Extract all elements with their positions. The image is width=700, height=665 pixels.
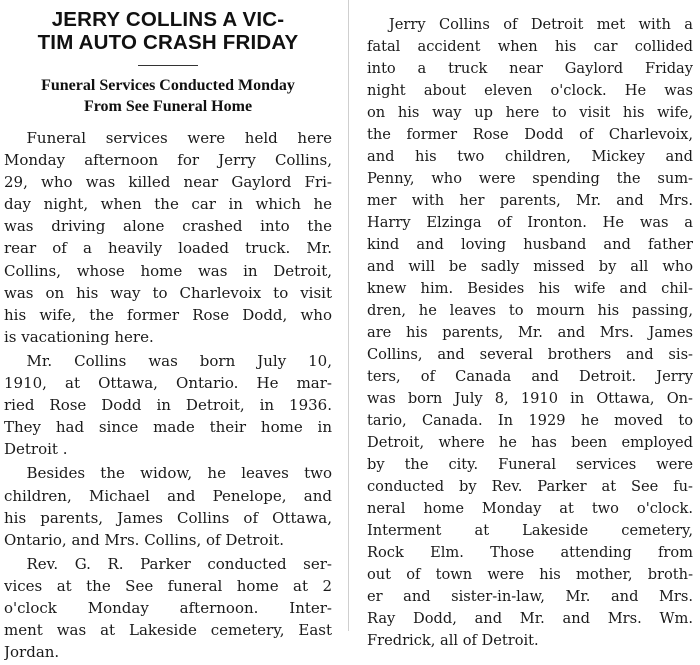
text-line: ment was at Lakeside cemetery, East [4, 621, 332, 640]
text-line: dren, he leaves to mourn his passing, [367, 302, 693, 319]
column-divider [348, 0, 349, 631]
left-column [4, 0, 332, 665]
text-line: 1910, at Ottawa, Ontario. He mar- [4, 374, 332, 393]
text-line: o'clock Monday afternoon. Inter- [4, 598, 332, 617]
headline-line: JERRY COLLINS A VIC- [51, 8, 285, 31]
text-line: are his parents, Mr. and Mrs. James [367, 324, 693, 341]
text-line: Jordan. [4, 643, 60, 662]
text-line: Besides the widow, he leaves two [4, 464, 332, 483]
sidebar-paragraph [367, 14, 693, 652]
text-line: his parents, James Collins of Ottawa, [4, 508, 332, 527]
text-line: into a truck near Gaylord Friday [367, 60, 693, 77]
text-line: Funeral services were held here [4, 129, 332, 147]
text-line: Monday afternoon for Jerry Collins, [4, 151, 332, 170]
text-line: Ontario, and Mrs. Collins, of Detroit. [4, 530, 285, 549]
text-line: Ray Dodd, and Mr. and Mrs. Wm. [367, 610, 693, 627]
text-line: er and sister-in-law, Mr. and Mrs. [367, 588, 693, 605]
text-line: Rev. G. R. Parker conducted ser- [4, 554, 332, 573]
text-line: day night, when the car in which he [4, 195, 332, 214]
text-line: the former Rose Dodd of Charlevoix, [367, 126, 693, 143]
text-line: was on his way to Charlevoix to visit [4, 283, 332, 302]
article-paragraph [4, 350, 332, 460]
text-line: mer with her parents, Mr. and Mrs. [367, 192, 693, 209]
text-line: Fredrick, all of Detroit. [367, 632, 539, 649]
article-paragraph [4, 553, 332, 663]
text-line: Collins, and several brothers and sis- [367, 346, 693, 363]
text-line: Harry Elzinga of Ironton. He was a [367, 214, 693, 231]
text-line: children, Michael and Penelope, and [4, 486, 332, 505]
text-line: Rock Elm. Those attending from [367, 544, 693, 561]
text-line: vices at the See funeral home at 2 [4, 576, 332, 595]
text-line: Jerry Collins of Detroit met with a [367, 16, 693, 33]
text-line: They had since made their home in [4, 418, 332, 437]
text-line: Detroit . [4, 440, 68, 459]
text-line: by the city. Funeral services were [367, 456, 693, 473]
text-line: ried Rose Dodd in Detroit, in 1936. [4, 396, 332, 415]
text-line: neral home Monday at two o'clock. [367, 500, 693, 517]
subheadline-line: Funeral Services Conducted Monday [41, 77, 295, 94]
text-line: out of town were his mother, broth- [367, 566, 693, 583]
text-line: Detroit, where he has been employed [367, 434, 693, 451]
text-line: on his way up here to visit his wife, [367, 104, 693, 121]
right-article-body [367, 14, 693, 652]
subheadline [4, 75, 332, 117]
text-line: Collins, whose home was in Detroit, [4, 261, 332, 280]
headline-rule [138, 65, 198, 66]
text-line: tario, Canada. In 1929 he moved to [367, 412, 693, 429]
text-line: Interment at Lakeside cemetery, [367, 522, 693, 539]
text-line: rear of a heavily loaded truck. Mr. [4, 239, 332, 258]
subheadline-line: From See Funeral Home [83, 98, 253, 115]
text-line: Penny, who were spending the sum- [367, 170, 693, 187]
left-article-body [4, 127, 332, 663]
headline-line: TIM AUTO CRASH FRIDAY [37, 31, 299, 54]
article-paragraph [4, 127, 332, 348]
text-line: and will be sadly missed by all who [367, 258, 693, 275]
text-line: 29, who was killed near Gaylord Fri- [4, 173, 332, 192]
right-column [367, 0, 693, 654]
text-line: is vacationing here. [4, 327, 154, 346]
text-line: fatal accident when his car collided [367, 38, 693, 55]
text-line: was born July 8, 1910 in Ottawa, On- [367, 390, 693, 407]
text-line: night about eleven o'clock. He was [367, 82, 693, 99]
text-line: Mr. Collins was born July 10, [4, 351, 332, 370]
headline [4, 8, 332, 54]
article-paragraph [4, 462, 332, 550]
text-line: knew him. Besides his wife and chil- [367, 280, 693, 297]
text-line: and his two children, Mickey and [367, 148, 693, 165]
text-line: his wife, the former Rose Dodd, who [4, 305, 332, 324]
text-line: ters, of Canada and Detroit. Jerry [367, 368, 693, 385]
text-line: was driving alone crashed into the [4, 217, 332, 236]
text-line: conducted by Rev. Parker at See fu- [367, 478, 693, 495]
text-line: kind and loving husband and father [367, 236, 693, 253]
